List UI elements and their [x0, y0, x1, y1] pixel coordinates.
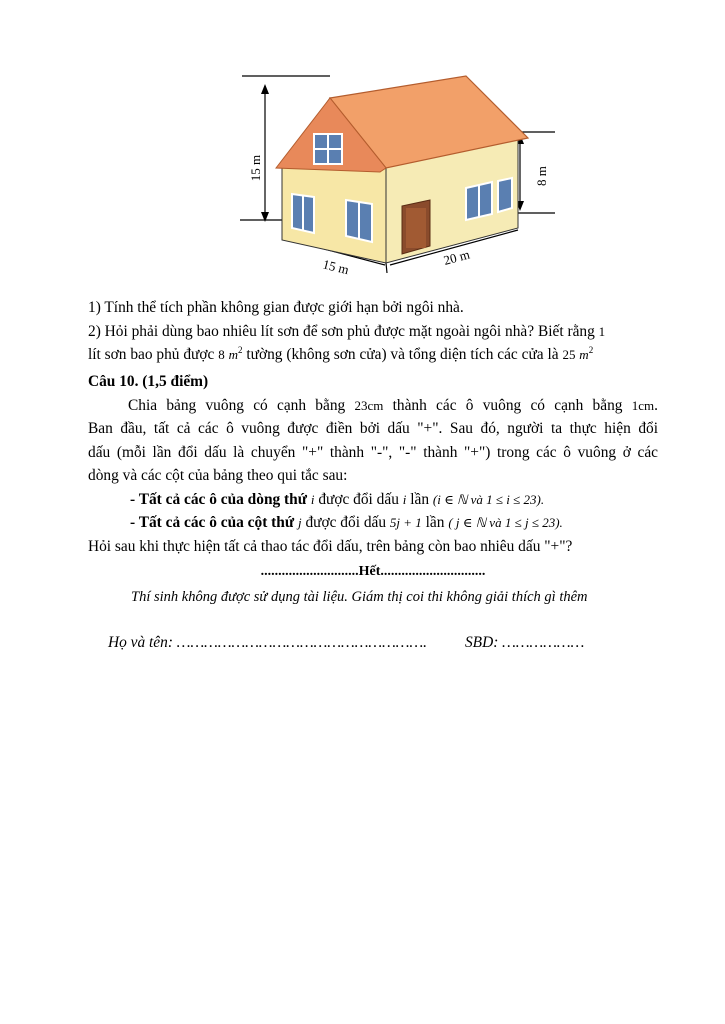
end-marker: ............................Hết.............................. [260, 564, 486, 579]
cau10-section [88, 370, 658, 558]
height-wall-label: 8 m [534, 166, 549, 186]
front-window-left [292, 194, 314, 233]
cau10-p3: dấu (mỗi lần đổi dấu là chuyển "+" thành "-", "-" thành "+") trong các ô vuông ở các [88, 443, 658, 461]
cau10-rule-1: - Tất cả các ô của dòng thứ i được đổi dấu i lần (i ∈ ℕ và 1 ≤ i ≤ 23). [130, 490, 545, 508]
gable-window [314, 134, 342, 164]
door [402, 200, 430, 254]
side-window-1 [466, 182, 492, 220]
house-figure [230, 68, 560, 283]
side-window-2 [498, 178, 512, 212]
cau10-p2: Ban đầu, tất cả các ô vuông được điền bởi dấu "+". Sau đó, người ta thực hiện đổi [88, 420, 658, 437]
question-1: 1) Tính thể tích phần không gian được giới hạn bởi ngôi nhà. [88, 299, 464, 316]
exam-note: Thí sinh không được sử dụng tài liệu. Giám thị coi thi không giải thích gì thêm [131, 588, 588, 605]
cau10-rule-2: - Tất cả các ô của cột thứ j được đổi dấu 5j + 1 lần ( j ∈ ℕ và 1 ≤ j ≤ 23). [130, 514, 563, 531]
question-2-line-2: lít sơn bao phủ được 8 $m^2$ tường (không sơn cửa) và tổng diện tích các cửa là 25 $m^2$ [88, 344, 594, 363]
cau10-question: Hỏi sau khi thực hiện tất cả thao tác đổi dấu, trên bảng còn bao nhiêu dấu "+"? [88, 537, 573, 555]
cau10-p1: Chia bảng vuông có cạnh bằng 23cm thành các ô vuông có cạnh bằng 1cm. [128, 396, 658, 414]
cau10-title: Câu 10. (1,5 điểm) [88, 373, 209, 390]
questions-section [88, 296, 658, 367]
footer-section [88, 560, 658, 655]
signature-line [88, 631, 658, 655]
length-label: 20 m [441, 246, 472, 268]
cau10-p4: dòng và các cột của bảng theo qui tắc sau: [88, 467, 348, 484]
sbd-label: SBD: ……………… [464, 634, 585, 651]
width-label: 15 m [321, 256, 351, 278]
front-window-right [346, 200, 372, 242]
question-2-line-1: 2) Hỏi phải dùng bao nhiêu lít sơn để sơn phủ được mặt ngoài ngôi nhà? Biết rằng 1 [88, 322, 606, 340]
name-label: Họ và tên: ………………………………………………. [108, 634, 427, 651]
height-total-label: 15 m [248, 154, 263, 182]
